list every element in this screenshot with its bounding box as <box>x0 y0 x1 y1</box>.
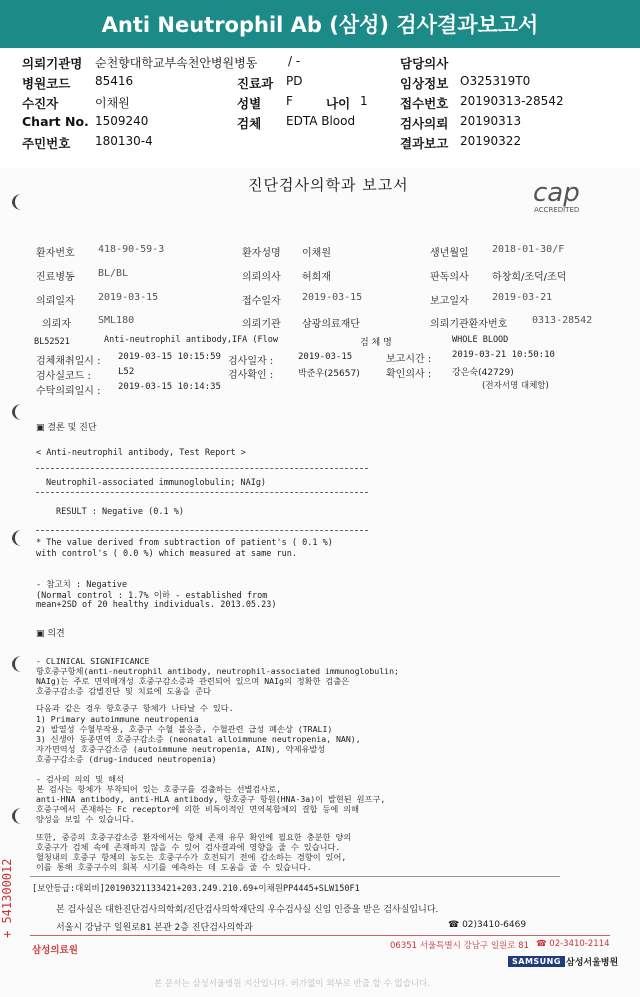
label-resident-no: 주민번호 <box>22 136 71 151</box>
cs-line: 3) 신생아 동종면역 호중구감소증 (neonatal alloimmune neutropenia, NAN), <box>36 734 361 744</box>
value-resident-no: 180130-4 <box>95 134 153 148</box>
order-header <box>0 50 640 153</box>
punch-hole <box>12 194 31 210</box>
header-row-3 <box>0 92 640 112</box>
label-department: 진료과 <box>237 76 274 91</box>
test-name: Anti-neutrophil antibody,IFA (Flow <box>104 335 278 345</box>
hospital-phone: ☎ 02-3410-2114 <box>536 939 610 949</box>
security-line: [보안등급:대외비]20190321133421+203.249.210.69+이채원PP4445+SLW150F1 <box>32 884 360 894</box>
section-opinion: ▣ 의견 <box>36 629 65 639</box>
value-patient-no: 418-90-59-3 <box>98 244 165 255</box>
value-requester: SML180 <box>98 315 135 326</box>
value-report-time: 2019-03-21 10:50:10 <box>452 350 555 360</box>
note-line-2: with control's ( 0.0 %) which measured at same run. <box>36 549 297 559</box>
electronic-signature-note: (전자서명 대체함) <box>482 381 549 391</box>
reference-line-1: - 참고치 : Negative <box>36 580 128 590</box>
report-title: 진단검사의학과 보고서 <box>248 176 409 194</box>
value-receipt-date: 2019-03-15 <box>302 292 363 303</box>
divider <box>36 492 368 493</box>
label-receipt-time: 수탁의뢰일시 : <box>36 386 101 397</box>
cs-line: 양성을 보일 수 있습니다. <box>36 814 135 824</box>
lab-phone: ☎ 02)3410-6469 <box>448 920 527 930</box>
label-report-date: 보고일자 <box>430 296 469 307</box>
note-line-1: * The value derived from subtraction of patient's ( 0.1 %) <box>36 538 333 548</box>
label-requester: 의뢰자 <box>42 319 71 330</box>
value-dob: 2018-01-30/F <box>492 244 565 255</box>
label-specimen: 검체 <box>237 116 262 131</box>
value-reading-doctor: 하창희/조덕/조덕 <box>492 272 567 283</box>
label-patient-name: 환자성명 <box>242 248 281 259</box>
cs-line: NAIg)는 주로 면역매개성 호중구감소증과 관련되어 있으며 NAIg의 정확한 검출은 <box>36 676 350 686</box>
label-institution-name: 의뢰기관 <box>242 319 281 330</box>
header-row-5 <box>0 132 640 152</box>
cs-line: 자가면역성 호중구감소증 (autoimmune neutropenia, AIN), 약제유발성 <box>36 744 326 754</box>
value-specimen: EDTA Blood <box>286 114 356 128</box>
punch-hole <box>12 808 31 824</box>
result-value: RESULT : Negative (0.1 %) <box>56 507 184 517</box>
label-sex: 성별 <box>237 96 262 111</box>
cap-accredited: ACCREDITED <box>534 206 580 214</box>
label-receipt-date: 접수일자 <box>242 296 281 307</box>
cs-line: 1) Primary autoimmune neutropenia <box>36 714 199 724</box>
cs-line: 다음과 같은 경우 항호중구 항체가 나타날 수 있다. <box>36 703 234 713</box>
label-confirmed-by: 검사확인 : <box>228 370 274 381</box>
reference-line-3: mean+2SD of 20 healthy individuals. 2013.05.23) <box>36 600 277 610</box>
label-requesting-doctor: 의뢰의사 <box>242 272 281 283</box>
label-result-date: 결과보고 <box>400 136 449 151</box>
value-age: 1 <box>360 94 368 108</box>
punch-hole <box>12 656 31 672</box>
cs-line: 2) 발열성 수혈부작용, 호중구 수혈 불응증, 수혈관련 급성 폐손상 (TRALI) <box>36 724 333 734</box>
cs-line: - 검사의 의의 및 해석 <box>36 774 124 784</box>
value-receipt-time: 2019-03-15 10:14:35 <box>118 382 221 392</box>
certification-statement: 본 검사실은 대한진단검사의학회/진단검사의학재단의 우수검사실 신임 인증을 받은 검사실입니다. <box>56 905 439 915</box>
report-banner-title: Anti Neutrophil Ab (삼성) 검사결과보고서 <box>0 0 640 48</box>
value-lab-code: L52 <box>118 367 135 377</box>
value-patient: 이채원 <box>95 96 130 110</box>
test-report-heading: < Anti-neutrophil antibody, Test Report > <box>36 448 246 458</box>
value-department: PD <box>286 74 303 88</box>
cs-line: 이를 통해 호중구수의 회복 시기를 예측하는 데 도움을 줄 수 있습니다. <box>36 862 312 872</box>
cs-line: 호중구가 검체 속에 존재하지 않을 수 있어 검사결과에 영향을 줄 수 있습니다. <box>36 842 341 852</box>
value-specimen-name: WHOLE BLOOD <box>452 335 509 345</box>
label-ward: 진료병동 <box>36 272 75 283</box>
value-hospital-code: 85416 <box>95 74 134 88</box>
value-request-date: 2019-03-15 <box>98 292 159 303</box>
punch-hole <box>12 404 31 420</box>
label-accession: 접수번호 <box>400 96 449 111</box>
value-ward: BL/BL <box>98 268 129 279</box>
label-institution: 의뢰기관명 <box>22 56 83 71</box>
label-specimen-name: 검 체 명 <box>360 338 392 348</box>
cs-line: 본 검사는 항체가 부착되어 있는 호중구를 검출하는 선별검사로, <box>36 784 282 794</box>
scanned-report <box>0 168 640 997</box>
side-stamp: + 541300012 <box>0 858 14 938</box>
label-chart-no: Chart No. <box>22 114 89 129</box>
punch-hole <box>12 530 31 546</box>
cs-line: 호중구감소증 (drug-induced neutropenia) <box>36 754 217 764</box>
header-row-1 <box>0 52 640 72</box>
test-code: BL52521 <box>34 337 70 347</box>
cap-logo: cap <box>533 178 580 208</box>
label-request-date: 검사의뢰 <box>400 116 449 131</box>
value-institution: 순천향대학교부속천안병원병동 <box>95 56 258 70</box>
label-collection-time: 검체채취일시 : <box>36 356 101 367</box>
reference-line-2: (Normal control : 1.7% 이하 - established from <box>36 591 268 601</box>
divider <box>30 876 560 877</box>
label-age: 나이 <box>326 96 351 111</box>
value-patient-name: 이채원 <box>302 248 331 259</box>
label-request-date: 의뢰일자 <box>36 296 75 307</box>
label-patient: 수진자 <box>22 96 59 111</box>
cs-line: - CLINICAL SIGNIFICANCE <box>36 656 150 666</box>
value-test-date: 2019-03-15 <box>298 352 353 362</box>
label-institution-patient-no: 의뢰기관환자번호 <box>430 319 508 330</box>
value-ward: / - <box>288 54 301 68</box>
value-sex: F <box>286 94 293 108</box>
cs-line: 호중구감소증 감별진단 및 치료에 도움을 준다 <box>36 686 211 696</box>
label-report-time: 보고시간 : <box>386 354 432 365</box>
label-hospital-code: 병원코드 <box>22 76 71 91</box>
value-clinical-info: O325319T0 <box>460 74 531 88</box>
samsung-medical-center-logo: 삼성의료원 <box>32 945 78 956</box>
label-lab-code: 검사실코드 : <box>36 371 91 382</box>
value-institution-name: 삼광의료재단 <box>302 319 360 330</box>
divider <box>36 530 368 531</box>
label-doctor: 담당의사 <box>400 56 449 71</box>
cs-line: 호중구에서 존재하는 Fc receptor에 의한 비특이적인 면역복합체의 결합 등에 의해 <box>36 804 360 814</box>
divider <box>36 468 368 469</box>
label-patient-no: 환자번호 <box>36 248 75 259</box>
samsung-logo: SAMSUNG <box>508 956 565 967</box>
value-institution-patient-no: 0313-28542 <box>532 315 593 326</box>
cs-line: 또한, 중증의 호중구감소증 환자에서는 항체 존재 유무 확인에 필요한 충분한 양의 <box>36 832 352 842</box>
hospital-address: 06351 서울특별시 강남구 일원로 81 <box>390 941 529 951</box>
value-chart-no: 1509240 <box>95 114 149 128</box>
header-row-2 <box>0 72 640 92</box>
footer-notice: 본 문서는 삼성서울병원 지산입니다. 허가없이 외부로 반출 할 수 없습니다. <box>154 979 431 989</box>
value-report-date: 2019-03-21 <box>492 292 553 303</box>
value-confirmed-by: 박준우(25657) <box>298 369 360 379</box>
value-confirming-doctor: 강은숙(42729) <box>452 368 514 378</box>
cs-line: 항호중구항체(anti-neutrophil antibody, neutrophil-associated immunoglobulin; <box>36 666 399 676</box>
nai-line: Neutrophil-associated immunoglobulin; NAIg) <box>46 478 267 488</box>
samsung-seoul-hospital-logo: 삼성서울병원 <box>566 958 619 968</box>
value-requesting-doctor: 허희재 <box>302 272 331 283</box>
value-request-date: 20190313 <box>460 114 522 128</box>
value-accession: 20190313-28542 <box>460 94 564 108</box>
lab-address: 서울시 강남구 일원로81 본관 2층 진단검사의학과 <box>56 923 253 933</box>
label-test-date: 검사일자 : <box>228 356 274 367</box>
section-conclusion: ▣ 결론 및 진단 <box>36 423 97 433</box>
value-result-date: 20190322 <box>460 134 522 148</box>
header-row-4 <box>0 112 640 132</box>
label-reading-doctor: 판독의사 <box>430 272 469 283</box>
red-divider <box>30 935 610 936</box>
label-dob: 생년월일 <box>430 248 469 259</box>
label-confirming-doctor: 확인의사 : <box>386 369 432 380</box>
cs-line: anti-HNA antibody, anti-HLA antibody, 항호중구 항원(HNA-3a)이 발현된 원프구, <box>36 794 386 804</box>
value-collection-time: 2019-03-15 10:15:59 <box>118 352 221 362</box>
cs-line: 혈청내의 호중구 항체의 농도는 호중구수가 호전되기 전에 감소하는 경향이 있어, <box>36 852 347 862</box>
label-clinical-info: 임상정보 <box>400 76 449 91</box>
